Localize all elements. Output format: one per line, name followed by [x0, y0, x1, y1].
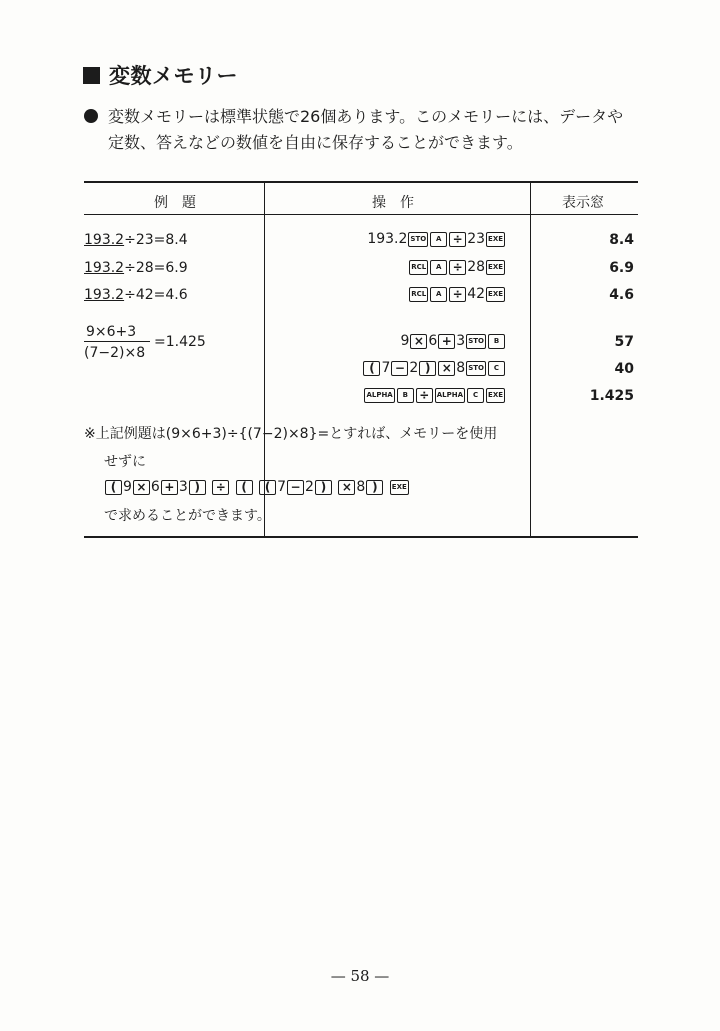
fraction-result-1: 57 — [614, 334, 634, 350]
divide-key: ÷ — [449, 260, 466, 275]
sto-key: STO — [466, 361, 486, 376]
table-row-example: 193.2÷23=8.4 — [84, 232, 188, 248]
fraction-operation-2: ( 7 − 2 ) × 8 STO C — [362, 360, 506, 376]
section-heading — [83, 60, 238, 90]
minus-key: − — [287, 480, 304, 495]
table-row-example: 193.2÷28=6.9 — [84, 260, 188, 276]
intro-line-1: 変数メモリーは標準状態で26個あります。このメモリーには、データや — [108, 107, 624, 126]
header-divider — [84, 214, 638, 215]
divide-key: ÷ — [416, 388, 433, 403]
fraction-result-3: 1.425 — [589, 388, 634, 404]
note-key-sequence: ( 9 × 6 + 3 ) ÷ ( ( 7 − 2 ) × 8 ) EXE — [104, 479, 410, 495]
right-paren-key: ) — [189, 480, 206, 495]
c-key: C — [488, 361, 505, 376]
b-key: B — [397, 388, 414, 403]
b-key: B — [488, 334, 505, 349]
multiply-key: × — [133, 480, 150, 495]
page-number: — 58 — — [330, 967, 390, 985]
left-paren-key: ( — [236, 480, 253, 495]
rcl-key: RCL — [409, 260, 428, 275]
right-paren-key: ) — [366, 480, 383, 495]
header-display: 表示窓 — [562, 195, 604, 211]
fraction-numerator: 9×6+3 — [86, 324, 137, 340]
a-key: A — [430, 287, 447, 302]
divide-key: ÷ — [449, 287, 466, 302]
divide-key: ÷ — [212, 480, 229, 495]
left-paren-key: ( — [259, 480, 276, 495]
exe-key: EXE — [486, 260, 505, 275]
rcl-key: RCL — [409, 287, 428, 302]
fraction-denominator: (7−2)×8 — [84, 345, 146, 361]
heading-text: 変数メモリー — [109, 64, 238, 88]
right-paren-key: ) — [315, 480, 332, 495]
intro-paragraph — [84, 104, 644, 156]
table-row-operation: 193.2 STO A ÷ 23 EXE — [367, 231, 503, 247]
header-example: 例 題 — [154, 195, 196, 211]
alpha-key: ALPHA — [435, 388, 465, 403]
table-row-operation: RCL A ÷ 42 EXE — [411, 286, 503, 302]
bullet-dot-icon — [84, 109, 98, 123]
left-paren-key: ( — [105, 480, 122, 495]
fraction-equals: =1.425 — [154, 334, 206, 350]
table-row-result: 8.4 — [609, 232, 634, 248]
fraction-example — [84, 324, 150, 361]
left-paren-key: ( — [363, 361, 380, 376]
column-divider — [530, 183, 531, 536]
plus-key: + — [161, 480, 178, 495]
right-paren-key: ) — [419, 361, 436, 376]
a-key: A — [430, 260, 447, 275]
multiply-key: × — [438, 361, 455, 376]
multiply-key: × — [338, 480, 355, 495]
table-row-result: 4.6 — [609, 287, 634, 303]
exe-key: EXE — [486, 232, 505, 247]
c-key: C — [467, 388, 484, 403]
divide-key: ÷ — [449, 232, 466, 247]
table-row-example: 193.2÷42=4.6 — [84, 287, 188, 303]
plus-key: + — [438, 334, 455, 349]
table-row-result: 6.9 — [609, 260, 634, 276]
fraction-operation-1: 9 × 6 + 3 STO B — [400, 333, 506, 349]
a-key: A — [430, 232, 447, 247]
alpha-key: ALPHA — [364, 388, 394, 403]
note-line-4: で求めることができます。 — [104, 508, 271, 524]
sto-key: STO — [408, 232, 428, 247]
sto-key: STO — [466, 334, 486, 349]
note-line-2: せずに — [104, 454, 146, 470]
square-bullet-icon — [83, 67, 100, 84]
multiply-key: × — [410, 334, 427, 349]
header-operation: 操 作 — [372, 195, 414, 211]
fraction-result-2: 40 — [614, 361, 634, 377]
exe-key: EXE — [486, 388, 505, 403]
fraction-operation-3 — [363, 387, 506, 403]
table-row-operation: RCL A ÷ 28 EXE — [411, 259, 503, 275]
minus-key: − — [391, 361, 408, 376]
intro-line-2: 定数、答えなどの数値を自由に保存することができます。 — [108, 133, 523, 152]
note-line-1: ※上記例題は(9×6+3)÷{(7−2)×8}=とすれば、メモリーを使用 — [84, 426, 498, 442]
example-table — [84, 181, 638, 538]
exe-key: EXE — [390, 480, 409, 495]
exe-key: EXE — [486, 287, 505, 302]
